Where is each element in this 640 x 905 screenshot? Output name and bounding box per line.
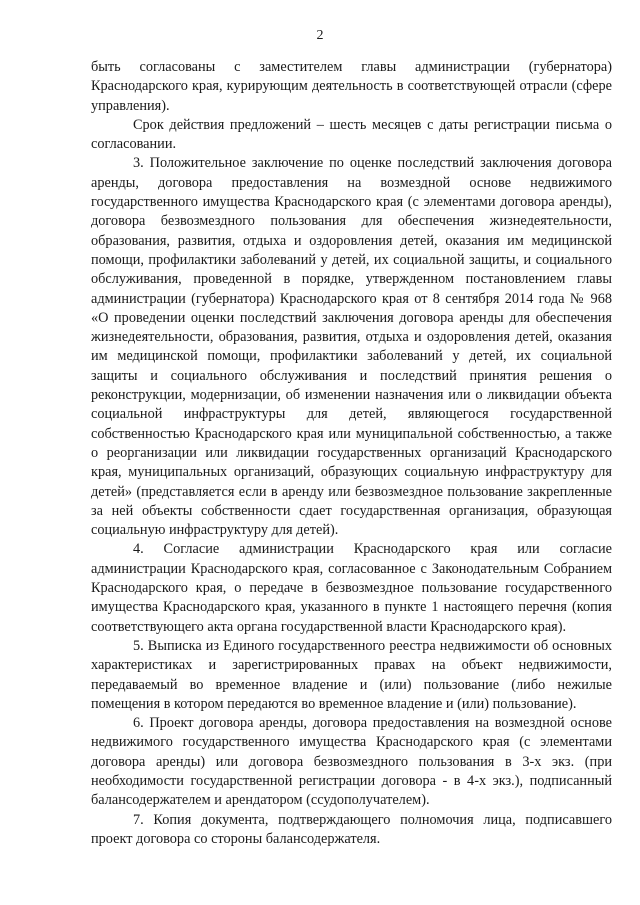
paragraph-item-6: 6. Проект договора аренды, договора предоставления на возмездной основе недвижимого государственного имущества Краснодарского края (с элементами договора аренды) или договора безвозмездного пользования в 3-х экз. (при необходимости государственной регистрации договора - в 4-х экз.), подписанный балансодержателем и арендатором (ссудополучателем). bbox=[91, 715, 612, 809]
paragraph-item-3: 3. Положительное заключение по оценке последствий заключения договора аренды, договора предоставления на возмездной основе недвижимого государственного имущества Краснодарского края (с элементами договора аренды), договора безвозмездного пользования для обеспечения жизнедеятельности, образования, развития, отдыха и оздоровления детей, оказания им медицинской помощи, профилактики заболеваний у детей, их социальной защиты, и социального обслуживания, проведенной в порядке, утвержденном постановлением главы администрации (губернатора) Краснодарского края от 8 сентября 2014 года № 968 «О проведении оценки последствий заключения договора аренды для обеспечения жизнедеятельности, образования, развития, отдыха и оздоровления детей, оказания им медицинской помощи, профилактики заболеваний у детей, их социальной защиты и социального обслуживания и последствий принятия решения о реконструкции, модернизации, об изменении назначения или о ликвидации объекта социальной инфраструктуры для детей, являющегося государственной собственностью Краснодарского края или муниципальной собственностью, а также о реорганизации или ликвидации государственных организаций Краснодарского края, муниципальных организаций, образующих социальную инфраструктуру для детей» (представляется если в аренду или безвозмездное пользование закрепленные за ней объекты собственности сдает государственная организация, образующая социальную инфраструктуру для детей). bbox=[91, 155, 612, 539]
page-number: 2 bbox=[316, 28, 324, 43]
paragraph-item-5: 5. Выписка из Единого государственного реестра недвижимости об основных характеристиках и зарегистрированных правах на объект недвижимости, передаваемый во временное владение и (или) пользование (либо нежилые помещения в котором передаются во временное владение и (или) пользование). bbox=[91, 637, 612, 712]
paragraph-item-7: 7. Копия документа, подтверждающего полномочия лица, подписавшего проект договора со стороны балансодержателя. bbox=[91, 811, 612, 847]
paragraph-validity-period: Срок действия предложений – шесть месяцев с даты регистрации письма о согласовании. bbox=[91, 116, 612, 153]
document-body bbox=[91, 58, 612, 849]
paragraph-item-4: 4. Согласие администрации Краснодарского края или согласие администрации Краснодарского края, согласованное с Законодательным Собранием Краснодарского края, о передаче в безвозмездное пользование государственного имущества Краснодарского края, указанного в пункте 1 настоящего перечня (копия соответствующего акта органа государственной власти Краснодарского края). bbox=[91, 541, 612, 635]
paragraph-continuation: быть согласованы с заместителем главы администрации (губернатора) Краснодарского края, курирующим деятельность в соответствующей отрасли (сфере управления). bbox=[91, 59, 612, 114]
